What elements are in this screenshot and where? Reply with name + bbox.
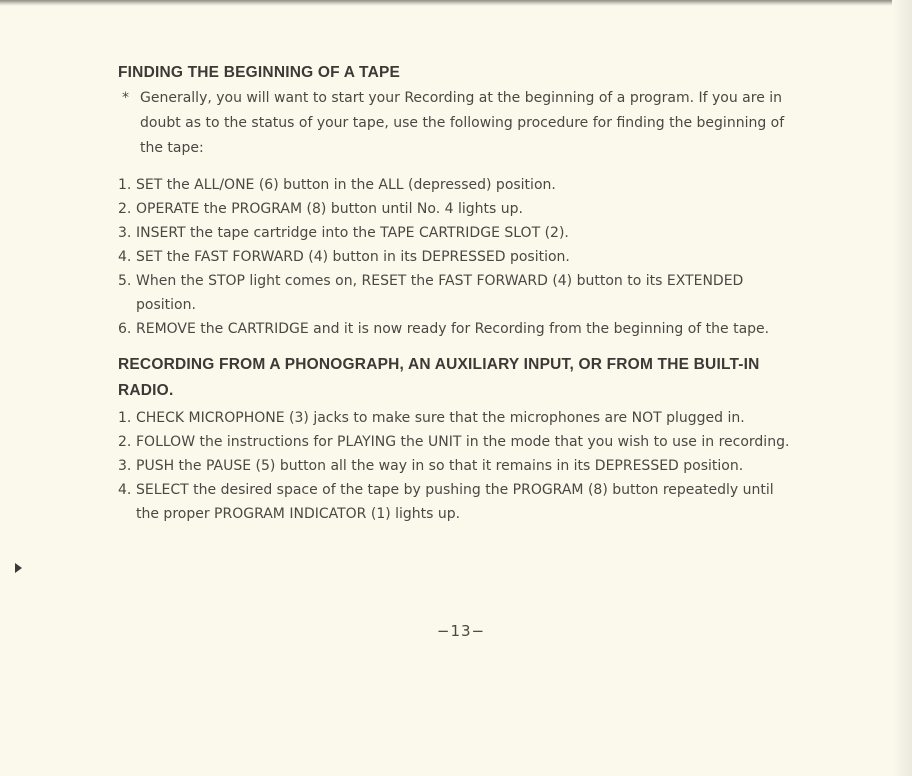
step-text: INSERT the tape cartridge into the TAPE CARTRIDGE SLOT (2). [136,225,569,241]
intro-text: Generally, you will want to start your Recording at the beginning of a program. If you are in doubt as to the status of your tape, use the following procedure for finding the beginning of the tape: [140,90,785,156]
step-number: 3. [118,225,132,241]
section-finding-beginning [118,62,794,341]
page-content [118,62,794,526]
section-heading: FINDING THE BEGINNING OF A TAPE [118,64,401,81]
list-item [118,245,794,269]
step-text: PUSH the PAUSE (5) button all the way in so that it remains in its DEPRESSED position. [136,458,744,474]
section-heading: RECORDING FROM A PHONOGRAPH, AN AUXILIARY INPUT, OR FROM THE BUILT-IN RADIO. [118,356,760,399]
step-text: SET the FAST FORWARD (4) button in its DEPRESSED position. [136,249,570,265]
step-number: 6. [118,321,132,337]
margin-arrow-mark [15,563,22,573]
list-item [118,317,794,341]
list-item [118,406,794,430]
steps-list [118,406,794,526]
list-item [118,269,794,317]
list-item [118,430,794,454]
step-number: 4. [118,482,132,498]
step-number: 3. [118,458,132,474]
list-item [118,173,794,197]
page-right-edge [892,0,912,776]
step-number: 1. [118,410,132,426]
step-text: CHECK MICROPHONE (3) jacks to make sure that the microphones are NOT plugged in. [136,410,745,426]
page-number: −13− [436,622,486,640]
step-text: When the STOP light comes on, RESET the FAST FORWARD (4) button to its EXTENDED position. [136,273,744,313]
list-item [118,197,794,221]
asterisk-bullet: * [122,90,129,106]
list-item [118,221,794,245]
list-item [118,454,794,478]
step-number: 1. [118,177,132,193]
step-text: SET the ALL/ONE (6) button in the ALL (depressed) position. [136,177,556,193]
step-number: 2. [118,434,132,450]
step-number: 5. [118,273,132,289]
step-number: 2. [118,201,132,217]
step-text: SELECT the desired space of the tape by pushing the PROGRAM (8) button repeatedly until the proper PROGRAM INDICATOR (1) lights up. [136,482,774,522]
intro-paragraph [118,86,794,161]
list-item [118,478,794,526]
step-text: OPERATE the PROGRAM (8) button until No. 4 lights up. [136,201,523,217]
step-number: 4. [118,249,132,265]
section-recording-from-phonograph [118,352,794,526]
steps-list [118,173,794,341]
step-text: REMOVE the CARTRIDGE and it is now ready for Recording from the beginning of the tape. [136,321,770,337]
page-top-edge [0,0,912,6]
step-text: FOLLOW the instructions for PLAYING the UNIT in the mode that you wish to use in recording. [136,434,790,450]
